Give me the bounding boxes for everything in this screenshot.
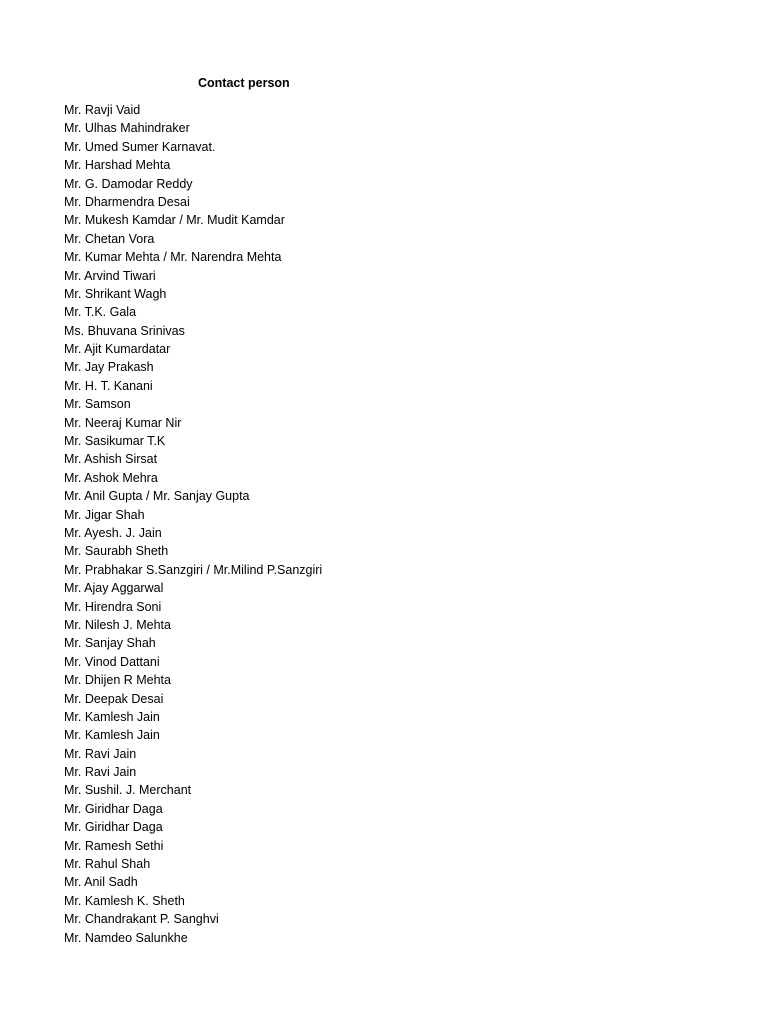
contact-name: Mr. Saurabh Sheth <box>64 544 169 559</box>
contact-name: Mr. Dhijen R Mehta <box>64 673 171 688</box>
contact-name: Mr. Rahul Shah <box>64 857 151 872</box>
contact-name: Mr. Neeraj Kumar Nir <box>64 415 182 430</box>
contact-name: Mr. Sanjay Shah <box>64 636 156 651</box>
contact-name: Mr. Chetan Vora <box>64 231 155 246</box>
contact-name: Mr. Ashok Mehra <box>64 470 158 485</box>
contact-name: Mr. Arvind Tiwari <box>64 268 156 283</box>
contact-name: Mr. Dharmendra Desai <box>64 194 190 209</box>
contact-name: Mr. Kamlesh K. Sheth <box>64 893 185 908</box>
contact-name: Mr. G. Damodar Reddy <box>64 176 193 191</box>
contact-name: Mr. Jay Prakash <box>64 360 154 375</box>
contact-name: Mr. T.K. Gala <box>64 305 137 320</box>
contact-name: Mr. Ravi Jain <box>64 765 137 780</box>
contact-name: Mr. Ajay Aggarwal <box>64 581 164 596</box>
contact-name: Mr. Samson <box>64 397 131 412</box>
contact-name: Mr. Chandrakant P. Sanghvi <box>64 912 219 927</box>
contact-name: Mr. H. T. Kanani <box>64 378 153 393</box>
contact-name: Mr. Shrikant Wagh <box>64 286 167 301</box>
contact-name: Mr. Umed Sumer Karnavat. <box>64 139 216 154</box>
contact-name: Mr. Ravji Vaid <box>64 103 141 117</box>
contact-list <box>64 101 322 947</box>
contact-name: Mr. Anil Gupta / Mr. Sanjay Gupta <box>64 489 250 504</box>
contact-name: Mr. Ayesh. J. Jain <box>64 525 162 540</box>
contact-name: Mr. Kamlesh Jain <box>64 709 160 724</box>
contact-name: Mr. Ashish Sirsat <box>64 452 158 467</box>
contact-name: Mr. Giridhar Daga <box>64 801 163 816</box>
contact-name: Mr. Sasikumar T.K <box>64 434 166 449</box>
page-title: Contact person <box>198 76 290 90</box>
contact-name: Mr. Kumar Mehta / Mr. Narendra Mehta <box>64 250 282 265</box>
contact-name: Mr. Sushil. J. Merchant <box>64 783 192 798</box>
contact-name: Mr. Prabhakar S.Sanzgiri / Mr.Milind P.Sanzgiri <box>64 562 323 577</box>
contact-name: Mr. Giridhar Daga <box>64 820 163 835</box>
contact-name: Mr. Mukesh Kamdar / Mr. Mudit Kamdar <box>64 213 285 228</box>
contact-name: Mr. Vinod Dattani <box>64 654 160 669</box>
contact-name: Mr. Ulhas Mahindraker <box>64 121 190 136</box>
contact-name: Mr. Ramesh Sethi <box>64 838 164 853</box>
contact-name: Mr. Jigar Shah <box>64 507 145 522</box>
contact-name: Mr. Ravi Jain <box>64 746 137 761</box>
contact-name: Mr. Ajit Kumardatar <box>64 342 171 357</box>
contact-name: Mr. Harshad Mehta <box>64 158 171 173</box>
contact-name: Mr. Hirendra Soni <box>64 599 162 614</box>
contact-name: Mr. Nilesh J. Mehta <box>64 617 171 632</box>
contact-name: Mr. Namdeo Salunkhe <box>64 930 188 945</box>
contact-name: Ms. Bhuvana Srinivas <box>64 323 185 338</box>
contact-name: Mr. Anil Sadh <box>64 875 138 890</box>
contact-name: Mr. Deepak Desai <box>64 691 164 706</box>
contact-name: Mr. Kamlesh Jain <box>64 728 160 743</box>
